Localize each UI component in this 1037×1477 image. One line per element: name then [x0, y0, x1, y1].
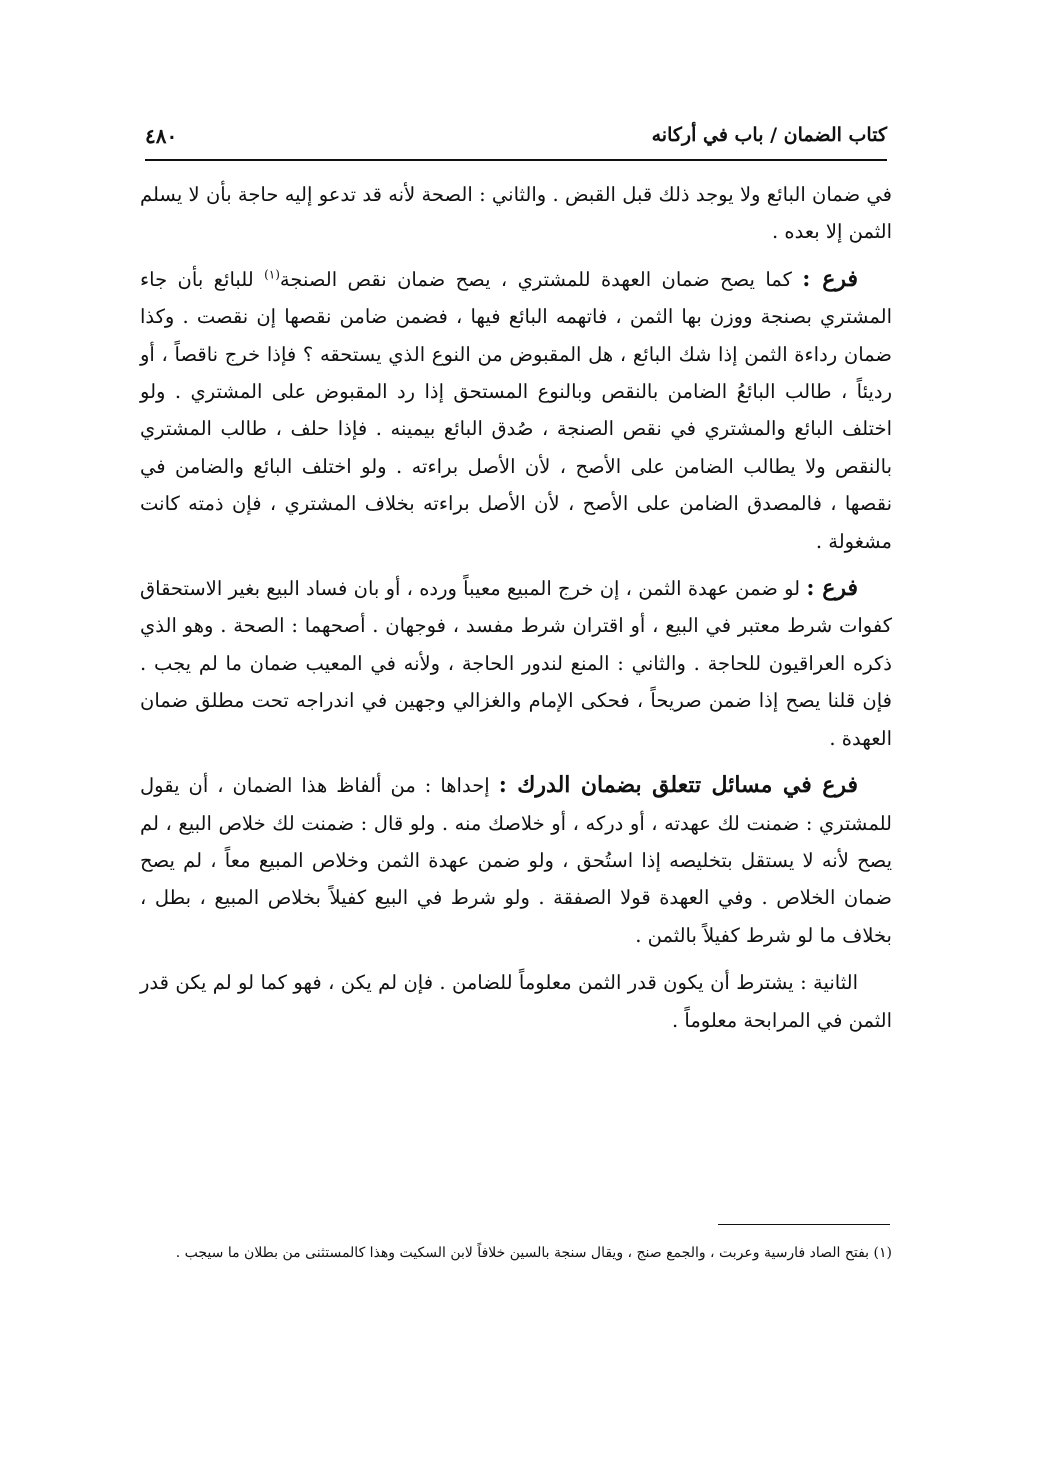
running-title: كتاب الضمان / باب في أركانه — [651, 124, 887, 146]
footnote-rule — [718, 1224, 890, 1225]
running-header — [145, 122, 887, 154]
main-text — [140, 176, 892, 1049]
paragraph-3-text: لو ضمن عهدة الثمن ، إن خرج المبيع معيباً ورده ، أو بان فساد البيع بغير الاستحقاق كفوات شرط معتبر في البيع ، أو اقتران شرط مفسد ، فوجهان . أصحهما : الصحة . وهو الذي ذكره العراقيون للحاجة . والثاني : المنع لندور الحاجة ، ولأنه في المعيب ضمان ما لم يجب . فإن قلنا يصح إذا ضمن صريحاً ، فحكى الإمام والغزالي وجهين في اندراجه تحت مطلق ضمان العهدة . — [140, 577, 892, 750]
section-label-far: فرع : — [802, 265, 859, 292]
page-number: ٤٨٠ — [145, 124, 178, 148]
section-label-far: فرع : — [806, 575, 859, 602]
header-rule — [145, 159, 887, 161]
paragraph-2 — [140, 261, 892, 560]
footnote-1: (١) بفتح الصاد فارسية وعربت ، والجمع صنج ، ويقال سنجة بالسين خلافاً لابن السكيت وهذا كالمستثنى من بطلان ما سيجب . — [175, 1245, 892, 1261]
paragraph-4 — [140, 767, 892, 954]
paragraph-2-text-b: للبائع بأن جاء المشتري بصنجة ووزن بها الثمن ، فاتهمه البائع فيها ، فضمن ضامن نقصها إن نقصت . وكذا ضمان رداءة الثمن إذا شك البائع ، هل المقبوض من النوع الذي يستحقه ؟ فإذا خرج ناقصاً ، أو رديئاً ، طالب البائعُ الضامن بالنقص وبالنوع المستحق إذا رد المقبوض على المشتري . ولو اختلف البائع والمشتري في نقص الصنجة ، صُدق البائع بيمينه . فإذا حلف ، طالب المشتري بالنقص ولا يطالب الضامن على الأصح ، لأن الأصل براءته . ولو اختلف البائع والضامن في نقصها ، فالمصدق الضامن على الأصح ، لأن الأصل براءته بخلاف المشتري ، فإن ذمته كانت مشغولة . — [140, 267, 892, 553]
paragraph-4-text: إحداها : من ألفاظ هذا الضمان ، أن يقول للمشتري : ضمنت لك عهدته ، أو دركه ، أو خلاصك منه . ولو قال : ضمنت لك خلاص البيع ، لم يصح لأنه لا يستقل بتخليصه إذا استُحق ، ولو ضمن عهدة الثمن وخلاص المبيع معاً ، لم يصح ضمان الخلاص . وفي العهدة قولا الصفقة . ولو شرط في البيع كفيلاً بخلاص المبيع ، بطل ، بخلاف ما لو شرط كفيلاً بالثمن . — [140, 774, 892, 947]
paragraph-1: في ضمان البائع ولا يوجد ذلك قبل القبض . والثاني : الصحة لأنه قد تدعو إليه حاجة بأن لا يسلم الثمن إلا بعده . — [140, 183, 892, 244]
footnote-marker: (١) — [264, 267, 280, 282]
paragraph-3 — [140, 570, 892, 757]
section-heading-masail: فرع في مسائل تتعلق بضمان الدرك : — [498, 772, 858, 799]
paragraph-5: الثانية : يشترط أن يكون قدر الثمن معلوماً للضامن . فإن لم يكن ، فهو كما لو لم يكن قدر الثمن في المرابحة معلوماً . — [140, 971, 892, 1032]
paragraph-2-text-a: كما يصح ضمان العهدة للمشتري ، يصح ضمان نقص الصنجة — [279, 267, 792, 291]
